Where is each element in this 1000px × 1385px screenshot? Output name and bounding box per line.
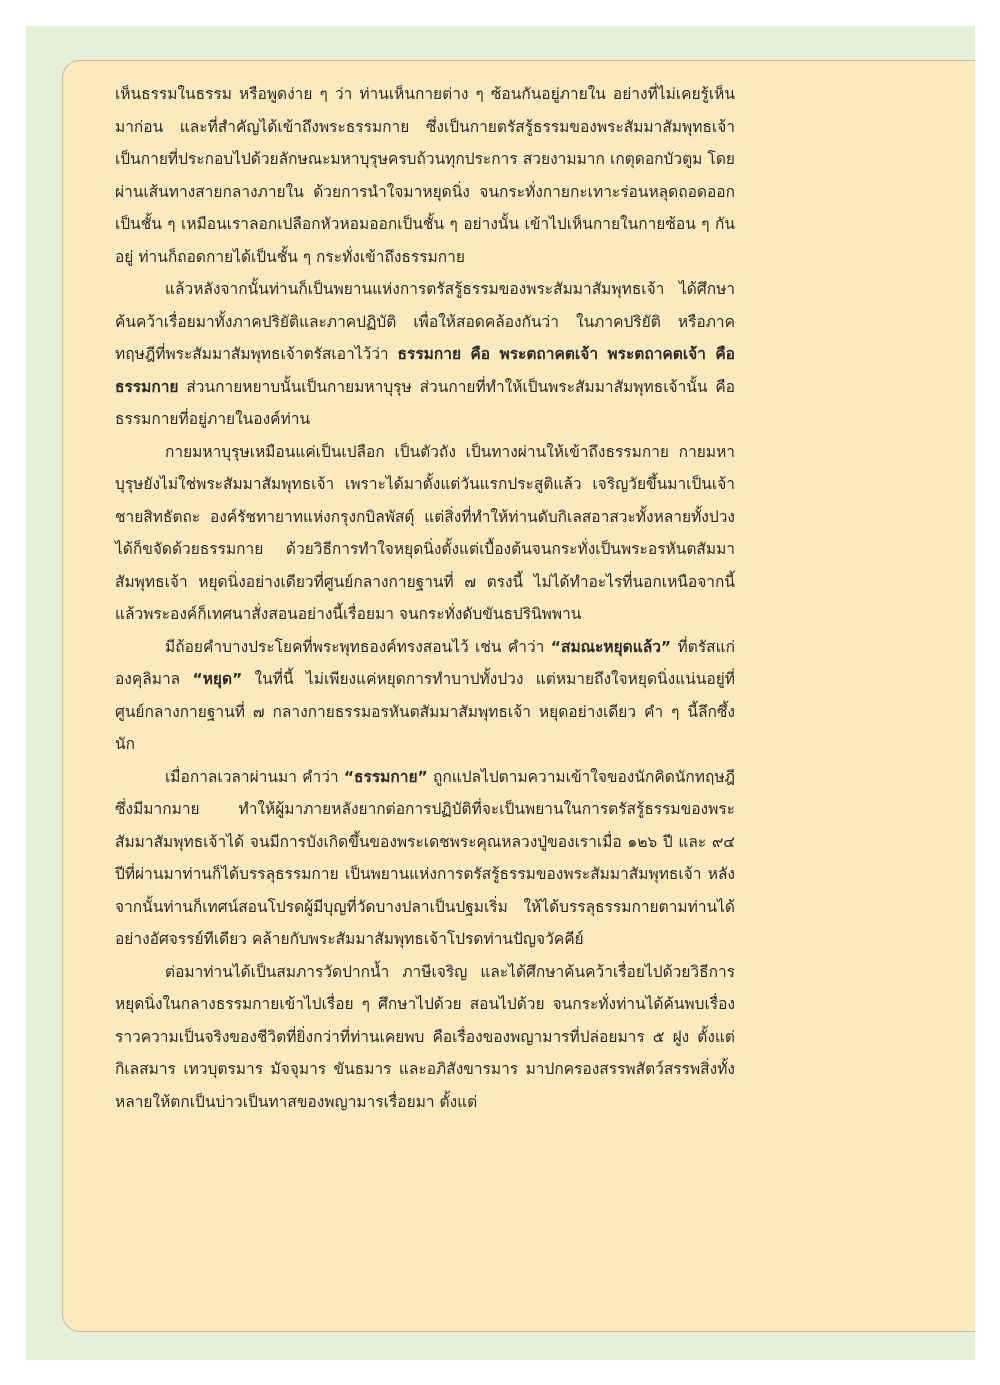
paragraph-4-run-5: ในที่นี้ ไม่เพียงแค่หยุดการทำบาปทั้งปวง แต่หมายถึงใจหยุดนิ่งแน่นอยู่ที่ศูนย์กลางกายฐานที่ ๗ กลางกายธรรมอรหันตสัมมาสัมพุทธเจ้า หยุดอย่างเดียว คำ ๆ นี้ลึกซึ้งนัก — [115, 670, 735, 753]
paragraph-4-bold-term-1: “สมณะหยุดแล้ว” — [550, 637, 672, 656]
paragraph-6-run-1: ต่อมาท่านได้เป็นสมภารวัดปากน้ำ ภาษีเจริญ และได้ศึกษาค้นคว้าเรื่อยไปด้วยวิธีการหยุดนิ่งในกลางธรรมกายเข้าไปเรื่อย ๆ ศึกษาไปด้วย สอนไปด้วย จนกระทั่งท่านได้ค้นพบเรื่องราวความเป็นจริงของชีวิตที่ยิ่งกว่าที่ท่านเคยพบ คือเรื่องของพญามารที่ปล่อยมาร ๕ ฝูง ตั้งแต่กิเลสมาร เทวบุตรมาร มัจจุมาร ขันธมาร และอภิสังขารมาร มาปกครองสรรพสัตว์สรรพสิ่งทั้งหลายให้ตกเป็นบ่าวเป็นทาสของพญามารเรื่อยมา ตั้งแต่ — [115, 962, 735, 1111]
paragraph-2-bold-quote: ธรรมกาย คือ พระตถาคตเจ้า พระตถาคตเจ้า คือ ธรรมกาย — [115, 345, 735, 396]
paragraph-1 — [115, 78, 735, 273]
paragraph-4-run-1: มีถ้อยคำบางประโยคที่พระพุทธองค์ทรงสอนไว้ เช่น คำว่า — [165, 637, 551, 656]
paragraph-5-bold-term: “ธรรมกาย” — [343, 767, 428, 786]
paragraph-2 — [115, 273, 735, 436]
paragraph-1-run-1: เห็นธรรมในธรรม หรือพูดง่าย ๆ ว่า ท่านเห็นกายต่าง ๆ ซ้อนกันอยู่ภายใน อย่างที่ไม่เคยรู้เห็นมาก่อน และที่สำคัญได้เข้าถึงพระธรรมกาย ซึ่งเป็นกายตรัสรู้ธรรมของพระสัมมาสัมพุทธเจ้า เป็นกายที่ประกอบไปด้วยลักษณะมหาบุรุษครบถ้วนทุกประการ สวยงามมาก เกตุดอกบัวตูม โดยผ่านเส้นทางสายกลางภายใน ด้วยการนำใจมาหยุดนิ่ง จนกระทั่งกายกะเทาะร่อนหลุดถอดออกเป็นชั้น ๆ เหมือนเราลอกเปลือกหัวหอมออกเป็นชั้น ๆ อย่างนั้น เข้าไปเห็นกายในกายซ้อน ๆ กันอยู่ ท่านก็ถอดกายได้เป็นชั้น ๆ กระทั่งเข้าถึงธรรมกาย — [115, 85, 735, 266]
paragraph-4-bold-term-2: “หยุด” — [192, 670, 243, 688]
paragraph-4-run-3: ที่ตรัสแก่องคุลิมาล — [115, 637, 735, 688]
paragraph-5-run-1: เมื่อกาลเวลาผ่านมา คำว่า — [165, 767, 344, 786]
paragraph-5-run-3: ถูกแปลไปตามความเข้าใจของนักคิดนักทฤษฎี ซึ่งมีมากมาย ทำให้ผู้มาภายหลังยากต่อการปฏิบัติที่จะเป็นพยานในการตรัสรู้ธรรมของพระสัมมาสัมพุทธเจ้าได้ จนมีการบังเกิดขึ้นของพระเดชพระคุณหลวงปู่ของเราเมื่อ ๑๒๖ ปี และ ๙๔ ปีที่ผ่านมาท่านก็ได้บรรลุธรรมกาย เป็นพยานแห่งการตรัสรู้ธรรมของพระสัมมาสัมพุทธเจ้า หลังจากนั้นท่านก็เทศน์สอนโปรดผู้มีบุญที่วัดบางปลาเป็นปฐมเริ่ม ให้ได้บรรลุธรรมกายตามท่านได้อย่างอัศจรรย์ทีเดียว คล้ายกับพระสัมมาสัมพุทธเจ้าโปรดท่านปัญจวัคคีย์ — [115, 767, 735, 948]
paragraph-6 — [115, 956, 735, 1119]
paragraph-2-run-3: ส่วนกายหยาบนั้นเป็นกายมหาบุรุษ ส่วนกายที่ทำให้เป็นพระสัมมาสัมพุทธเจ้านั้น คือ ธรรมกายที่อยู่ภายในองค์ท่าน — [115, 377, 735, 428]
paragraph-4 — [115, 631, 735, 761]
paragraph-3-run-1: กายมหาบุรุษเหมือนแค่เป็นเปลือก เป็นตัวถัง เป็นทางผ่านให้เข้าถึงธรรมกาย กายมหาบุรุษยังไม่ใช่พระสัมมาสัมพุทธเจ้า เพราะได้มาตั้งแต่วันแรกประสูติแล้ว เจริญวัยขึ้นมาเป็นเจ้าชายสิทธัตถะ องค์รัชทายาทแห่งกรุงกบิลพัสดุ์ แต่สิ่งที่ทำให้ท่านดับกิเลสอาสวะทั้งหลายทั้งปวงได้ก็ขจัดด้วยธรรมกาย ด้วยวิธีการทำใจหยุดนิ่งตั้งแต่เบื้องต้นจนกระทั่งเป็นพระอรหันตสัมมาสัมพุทธเจ้า หยุดนิ่งอย่างเดียวที่ศูนย์กลางกายฐานที่ ๗ ตรงนี้ ไม่ได้ทำอะไรที่นอกเหนือจากนี้ แล้วพระองค์ก็เทศนาสั่งสอนอย่างนี้เรื่อยมา จนกระทั่งดับขันธปรินิพพาน — [115, 442, 735, 623]
body-text — [115, 78, 735, 1118]
paragraph-3 — [115, 436, 735, 631]
paragraph-5 — [115, 761, 735, 956]
paragraph-2-run-1: แล้วหลังจากนั้นท่านก็เป็นพยานแห่งการตรัสรู้ธรรมของพระสัมมาสัมพุทธเจ้า ได้ศึกษาค้นคว้าเรื่อยมาทั้งภาคปริยัติและภาคปฏิบัติ เพื่อให้สอดคล้องกันว่า ในภาคปริยัติ หรือภาคทฤษฎีที่พระสัมมาสัมพุทธเจ้าตรัสเอาไว้ว่า — [115, 280, 735, 363]
